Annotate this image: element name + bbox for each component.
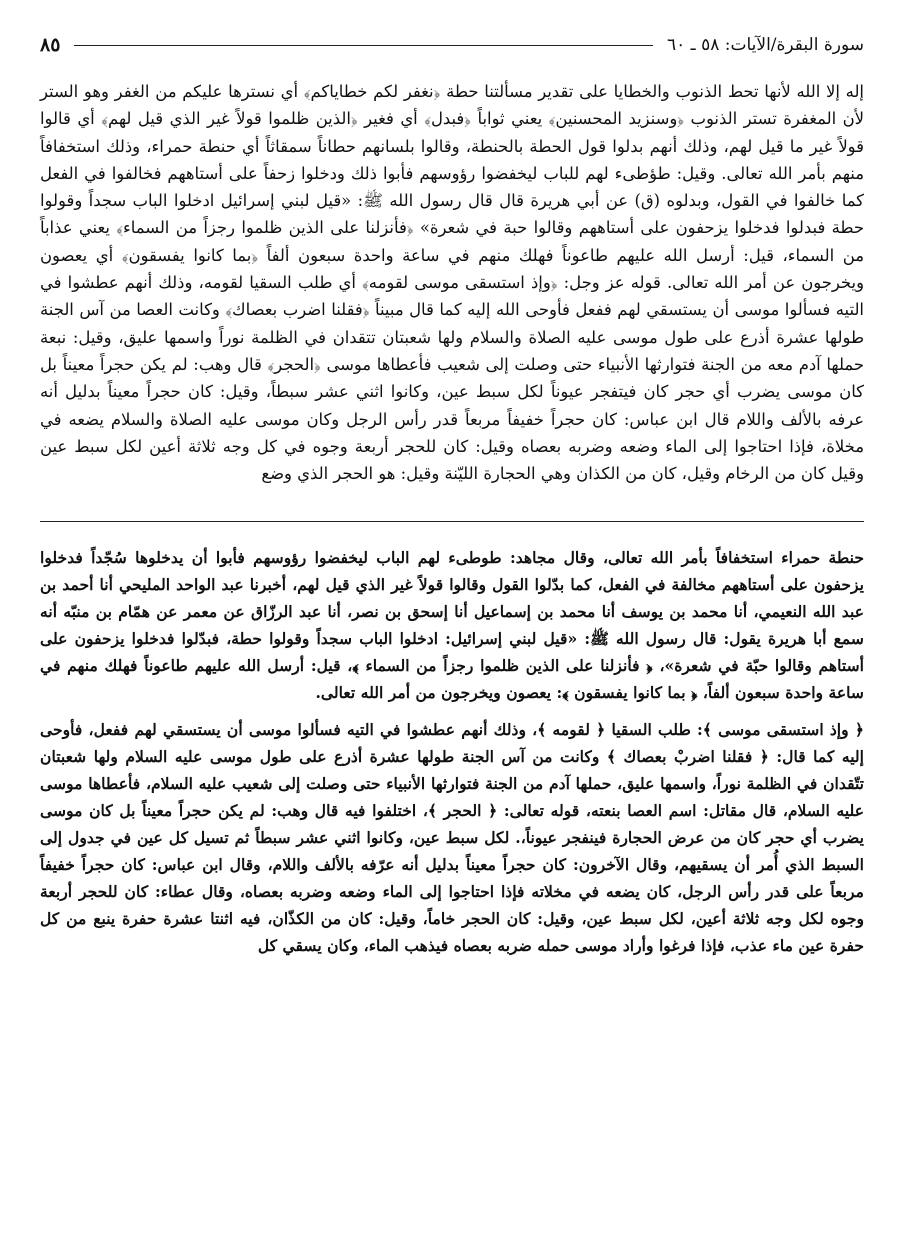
footnote-paragraph-2: ﴿ وإذ استسقى موسى ﴾: طلب السقيا ﴿ لقومه ﴾، وذلك أنهم عطشوا في التيه فسألوا موسى أن يستسقي لهم ففعل، فأوحى إليه كما قال: ﴿ فقلنا اضربْ بعصاك ﴾ وكانت من آس الجنة طولها عشرة أذرع على طول موسى عليه السلام ولها شعبتان تتّقدان في الظلمة نوراً، واسمها عليق، حملها آدم من الجنة فتوارثها الأنبياء حتى وصلت إلى شعيب عليه السلام، فأعطاها موسى عليه السلام، قال مقاتل: اسم العصا بنعته، قوله تعالى: ﴿ الحجر ﴾، اختلفوا فيه قال وهب: لم يكن حجراً معيناً بل كان موسى يضرب أي حجر كان من عرض الحجارة فينفجر عيوناً،. لكل سبط عين، وكانوا اثني عشر سبطاً ثم تسيل كل عين في جدول إلى السبط الذي أُمر أن يسقيهم، وقال الآخرون: كان حجراً معيناً بدليل أنه عرّفه بالألف واللام، وقال ابن عباس: كان حجراً خفيفاً مربعاً على قدر رأس الرجل، كان يضعه في مخلاته فإذا احتاجوا إلى الماء وضعه وضربه بعصاه، وقال عطاء: كان للحجر أربعة وجوه لكل وجه ثلاثة أعين، لكل سبط عين، وقيل: كان الحجر خاماً، وقيل: كان من الكذّان، فيه اثنتا عشرة حفرة ينبع من كل حفرة عين ماء عذب، فإذا فرغوا وأراد موسى حمله ضربه بعصاه فيذهب الماء، وكان يسقي كل	[40, 720, 864, 956]
footnote-paragraph-1: حنطة حمراء استخفافاً بأمر الله تعالى، وقال مجاهد: طوطىء لهم الباب ليخفضوا رؤوسهم فأبوا أن يدخلوها سُجّداً فدخلوا يزحفون على أستاههم مخالفة في الفعل، كما بدّلوا القول وقالوا قولاً غير الذي قيل لهم، أخبرنا عبد الواحد المليحي أنا أحمد بن عبد الله النعيمي، أنا محمد بن يوسف أنا محمد بن إسماعيل أنا إسحق بن نصر، أنا عبد الرزّاق عن معمر عن همّام بن منبّه أنه سمع أبا هريرة يقول: قال رسول الله ﷺ: «قيل لبني إسرائيل: ادخلوا الباب سجداً وقولوا حطة، فبدّلوا فدخلوا يزحفون على أستاهم وقالوا حبّة في شعرة»، ﴿ فأنزلنا على الذين ظلموا رجزاً من السماء ﴾، قيل: أرسل الله عليهم طاعوناً فهلك منهم في ساعة واحدة سبعون ألفاً، ﴿ بما كانوا يفسقون ﴾: يعصون ويخرجون من أمر الله تعالى.	[40, 548, 864, 703]
running-header	[40, 28, 864, 62]
chapter-title: سورة البقرة/الآيات: ٥٨ ـ ٦٠	[667, 35, 864, 55]
header-rule	[74, 45, 653, 46]
footnotes-block	[40, 544, 864, 959]
footnote-separator	[40, 521, 864, 522]
main-paragraph: إله إلا الله لأنها تحط الذنوب والخطايا على تقدير مسألتنا حطة ﴿نغفر لكم خطاياكم﴾ أي نسترها عليكم من الغفر وهو الستر لأن المغفرة تستر الذنوب ﴿وسنزيد المحسنين﴾ يعني ثواباً ﴿فبدل﴾ أي فغير ﴿الذين ظلموا قولاً غير الذي قيل لهم﴾ أي قالوا قولاً غير ما قيل لهم، وذلك أنهم بدلوا قول الحطة بالحنطة، وقالوا بلسانهم حطاناً سمقاثاً أي حنطة حمراء، وذلك استخفافاً منهم بأمر الله تعالى. وقيل: طؤطىء لهم للباب ليخفضوا رؤوسهم فأبوا ذلك ودخلوا زحفاً على أستاههم فخالفوا في الفعل كما خالفوا في القول، وبدلوه (ق) عن أبي هريرة قال قال رسول الله ﷺ: «قيل لبني إسرائيل ادخلوا الباب سجداً وقولوا حطة فبدلوا فدخلوا يزحفون على أستاههم وقالوا حبة في شعرة» ﴿فأنزلنا على الذين ظلموا رجزاً من السماء﴾ يعني عذاباً من السماء، قيل: أرسل الله عليهم طاعوناً فهلك منهم في ساعة واحدة سبعون ألفاً ﴿بما كانوا يفسقون﴾ أي يعصون ويخرجون عن أمر الله تعالى. قوله عز وجل: ﴿وإذ استسقى موسى لقومه﴾ أي طلب السقيا لقومه، وذلك أنهم عطشوا في التيه فسألوا موسى أن يستسقي لهم ففعل فأوحى الله إليه كما قال مبيناً ﴿فقلنا اضرب بعصاك﴾ وكانت العصا من آس الجنة طولها عشرة أذرع على طول موسى عليه الصلاة والسلام ولها شعبتان تتقدان في الظلمة نوراً واسمها عليق، وقيل: نبعة حملها آدم معه من الجنة فتوارثها الأنبياء حتى وصلت إلى شعيب فأعطاها موسى ﴿الحجر﴾ قال وهب: لم يكن حجراً معيناً بل كان موسى يضرب أي حجر كان فيتفجر عيوناً لكل سبط عين، وكانوا اثني عشر سبطاً، وقيل: كان حجراً معيناً بدليل أنه عرفه بالألف واللام قال ابن عباس: كان حجراً خفيفاً مربعاً قدر رأس الرجل وكان موسى عليه الصلاة والسلام يضعه في مخلاة، فإذا احتاجوا إلى الماء وضعه وضربه بعصاه وقيل: كان للحجر أربعة وجوه في كل وجه ثلاثة أعين لكل سبط عين وقيل كان من الرخام وقيل، كان من الكذان وهي الحجارة الليّنة وقيل: هو الحجر الذي وضع	[40, 82, 864, 484]
page-number: ٨٥	[40, 34, 61, 56]
main-text-block	[40, 78, 864, 487]
